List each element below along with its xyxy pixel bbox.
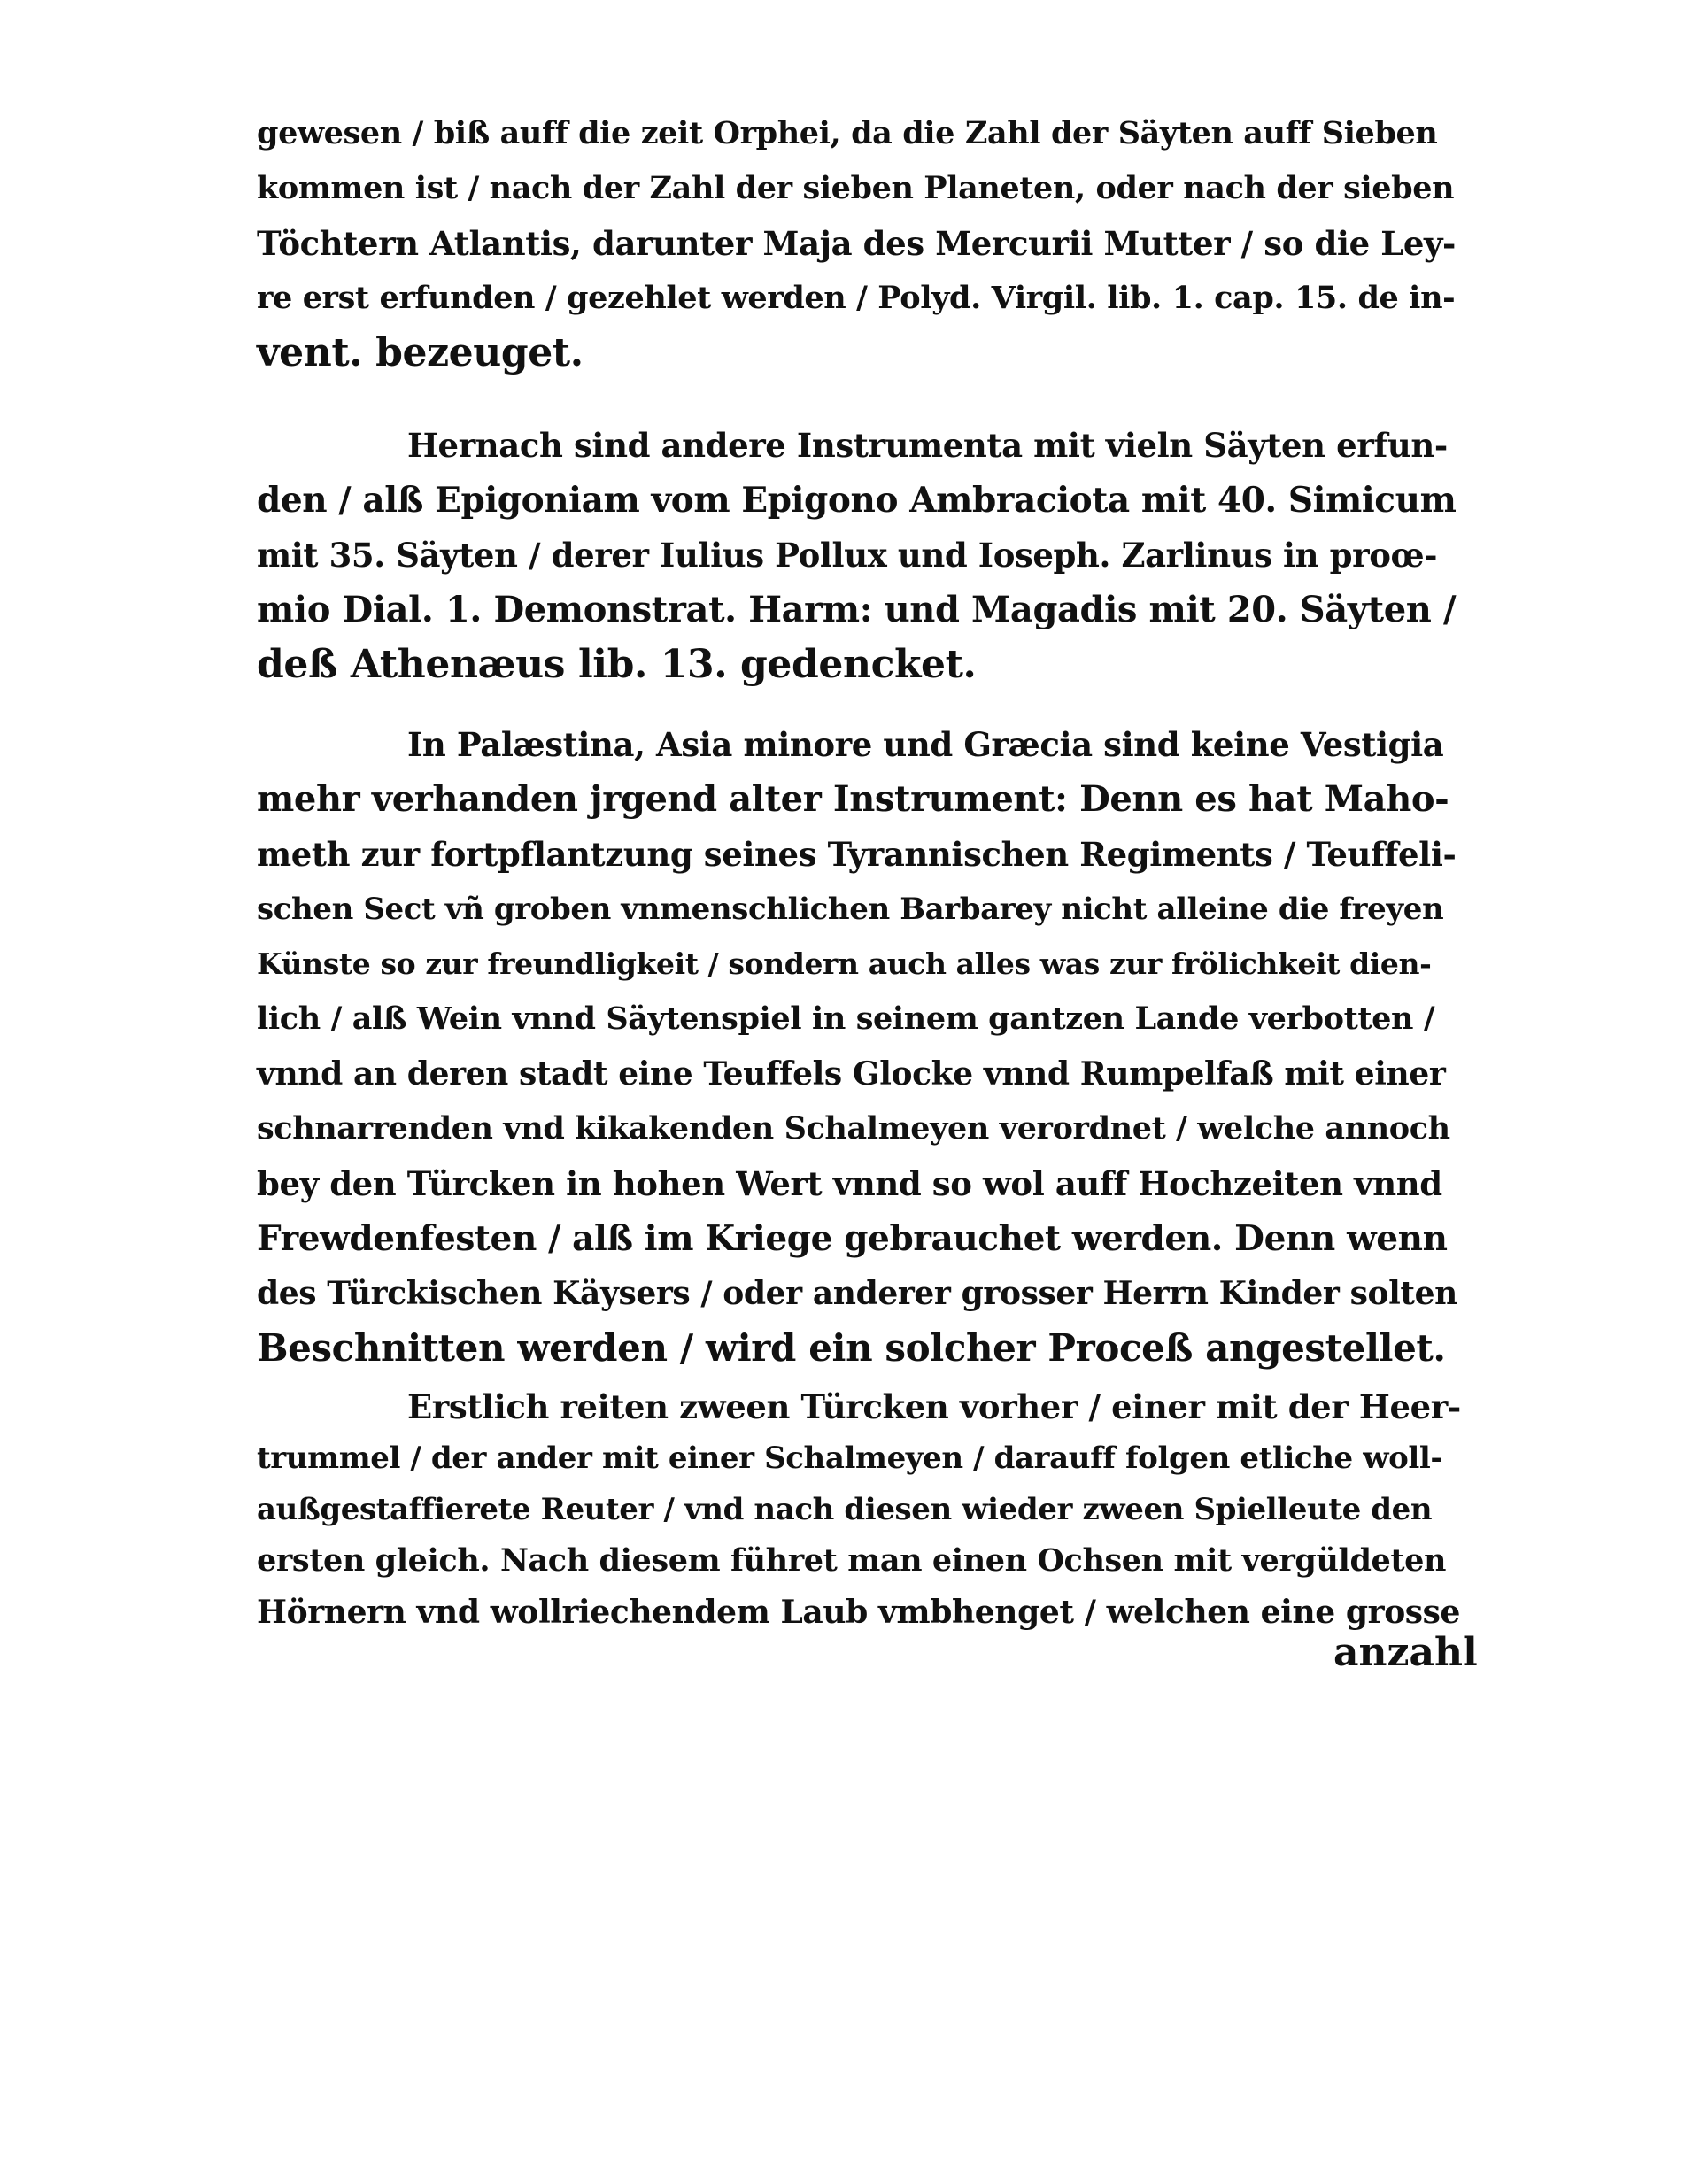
text-line: Künste so zur freundligkeit / sondern auch alles was zur frölichkeit dien- [257, 946, 1432, 981]
text-line: deß Athenæus lib. 13. gedencket. [257, 642, 977, 687]
text-line: des Türckischen Käysers / oder anderer grosser Herrn Kinder solten [257, 1275, 1457, 1312]
text-line: vent. bezeuget. [257, 330, 584, 375]
text-line: re erst erfunden / gezehlet werden / Polyd. Virgil. lib. 1. cap. 15. de in- [257, 280, 1456, 316]
text-line: Hernach sind andere Instrumenta mit vieln Säyten erfun- [407, 426, 1448, 465]
text-line: außgestaffierete Reuter / vnd nach diesen wieder zween Spielleute den [257, 1492, 1433, 1527]
text-line: Töchtern Atlantis, darunter Maja des Mercurii Mutter / so die Ley- [257, 224, 1457, 263]
text-line: In Palæstina, Asia minore und Græcia sind keine Vestigia [407, 725, 1444, 764]
text-line: Erstlich reiten zween Türcken vorher / einer mit der Heer- [407, 1387, 1461, 1426]
text-line: mit 35. Säyten / derer Iulius Pollux und Ioseph. Zarlinus in proœ- [257, 536, 1438, 575]
catchword: anzahl [1333, 1630, 1478, 1675]
text-line: vnnd an deren stadt eine Teuffels Glocke vnnd Rumpelfaß mit einer [257, 1055, 1446, 1093]
text-line: mehr verhanden jrgend alter Instrument: Denn es hat Maho- [257, 778, 1449, 820]
text-line: schen Sect vñ groben vnmenschlichen Barbarey nicht alleine die freyen [257, 892, 1444, 927]
text-line: schnarrenden vnd kikakenden Schalmeyen verordnet / welche annoch [257, 1110, 1450, 1147]
text-line: gewesen / biß auff die zeit Orphei, da die Zahl der Säyten auff Sieben [257, 115, 1438, 151]
text-line: Hörnern vnd wollriechendem Laub vmbhenget / welchen eine grosse [257, 1594, 1461, 1631]
text-line: mio Dial. 1. Demonstrat. Harm: und Magadis mit 20. Säyten / [257, 589, 1457, 630]
text-line: Frewdenfesten / alß im Kriege gebrauchet werden. Denn wenn [257, 1218, 1448, 1259]
text-line: den / alß Epigoniam vom Epigono Ambraciota mit 40. Simicum [257, 480, 1457, 521]
text-line: lich / alß Wein vnnd Säytenspiel in seinem gantzen Lande verbotten / [257, 1000, 1435, 1037]
text-line: Beschnitten werden / wird ein solcher Proceß angestellet. [257, 1326, 1446, 1370]
text-line: kommen ist / nach der Zahl der sieben Planeten, oder nach der sieben [257, 170, 1455, 206]
text-line: bey den Türcken in hohen Wert vnnd so wol auff Hochzeiten vnnd [257, 1164, 1442, 1203]
text-line: trummel / der ander mit einer Schalmeyen / darauff folgen etliche woll- [257, 1440, 1443, 1476]
text-line: meth zur fortpflantzung seines Tyrannischen Regiments / Teuffeli- [257, 835, 1457, 874]
text-line: ersten gleich. Nach diesem führet man einen Ochsen mit vergüldeten [257, 1542, 1447, 1579]
